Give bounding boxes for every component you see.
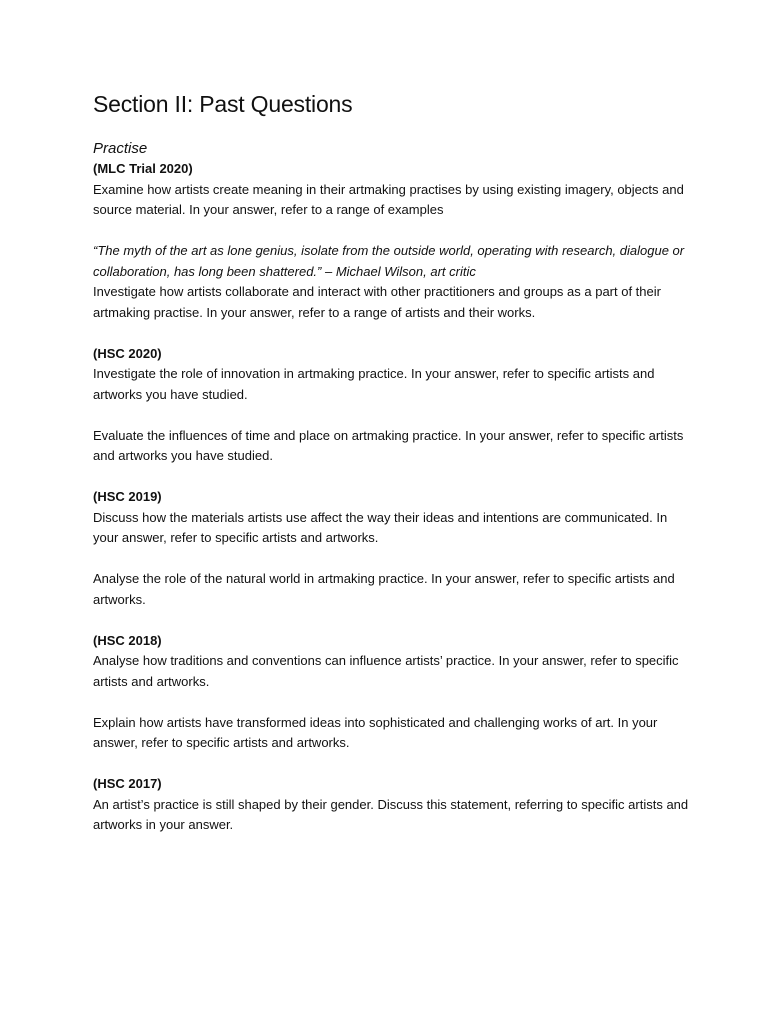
- question-section-hsc-2018: [93, 631, 693, 754]
- spacer: [93, 467, 693, 488]
- page-subtitle: Practise: [93, 140, 148, 157]
- question-text: An artist’s practice is still shaped by their gender. Discuss this statement, referring to specific artists and artworks in your answer.: [93, 796, 689, 832]
- question-text: Evaluate the influences of time and place on artmaking practice. In your answer, refer to specific artists and artworks you have studied.: [93, 427, 684, 463]
- document-page: [93, 86, 693, 836]
- question-text: Analyse how traditions and conventions can influence artists’ practice. In your answer, refer to specific artists and artworks.: [93, 653, 679, 689]
- question-text: Examine how artists create meaning in their artmaking practises by using existing imagery, objects and source material. In your answer, refer to a range of examples: [93, 181, 684, 217]
- spacer: [93, 692, 693, 713]
- section-label: (HSC 2019): [93, 489, 162, 504]
- quote-paragraph: [93, 241, 693, 282]
- question-text: Investigate how artists collaborate and interact with other practitioners and groups as a part of their artmaking practise. In your answer, refer to a range of artists and their works.: [93, 284, 661, 320]
- section-label: (HSC 2017): [93, 776, 162, 791]
- question-text: Investigate the role of innovation in artmaking practice. In your answer, refer to specific artists and artworks you have studied.: [93, 366, 655, 402]
- spacer: [93, 323, 693, 344]
- section-label: (MLC Trial 2020): [93, 161, 193, 176]
- spacer: [93, 610, 693, 631]
- spacer: [93, 549, 693, 570]
- question-text: Analyse the role of the natural world in artmaking practice. In your answer, refer to specific artists and artworks.: [93, 571, 675, 607]
- question-text: Discuss how the materials artists use affect the way their ideas and intentions are communicated. In your answer, refer to specific artists and artworks.: [93, 509, 668, 545]
- spacer: [93, 405, 693, 426]
- page-title: Section II: Past Questions: [93, 91, 353, 117]
- section-label: (HSC 2020): [93, 345, 162, 361]
- question-text: Explain how artists have transformed ideas into sophisticated and challenging works of art. In your answer, refer to specific artists and artworks.: [93, 714, 658, 750]
- question-section-mlc-2020: [93, 159, 693, 323]
- question-section-hsc-2017: [93, 774, 693, 836]
- question-section-hsc-2019: [93, 487, 693, 610]
- quote-attribution: – Michael Wilson, art critic: [321, 263, 476, 279]
- section-label: (HSC 2018): [93, 632, 162, 648]
- question-section-hsc-2020: [93, 344, 693, 467]
- spacer: [93, 221, 693, 242]
- quote-text: “The myth of the art as lone genius, isolate from the outside world, operating with research, dialogue or collaboration, has long been shattered.”: [93, 243, 685, 279]
- spacer: [93, 754, 693, 775]
